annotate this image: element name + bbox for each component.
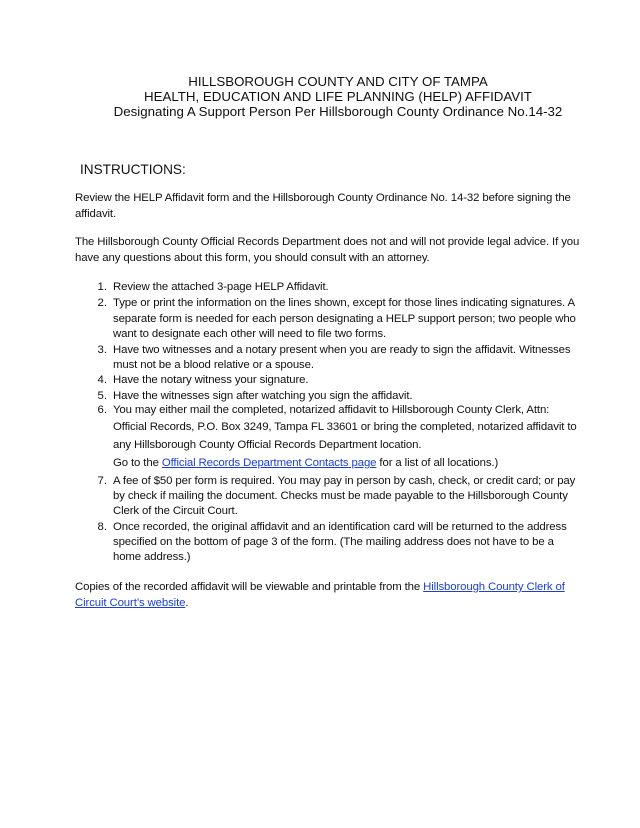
list-number: 2. [97,297,107,309]
closing-line [75,597,188,609]
list-number: 7. [97,475,107,487]
list-item-line: Type or print the information on the lines shown, except for those lines indicating signatures. A [113,297,575,309]
list-number: 8. [97,521,107,533]
text: Copies of the recorded affidavit will be viewable and printable from the [75,581,424,593]
list-item-line: specified on the bottom of page 3 of the form. (The mailing address does not have to be a [113,536,554,548]
list-number: 4. [97,374,107,386]
list-item-line: Clerk of the Circuit Court. [113,505,238,517]
header-line-1: HILLSBOROUGH COUNTY AND CITY OF TAMPA [188,74,488,89]
list-item-line: Have the witnesses sign after watching you sign the affidavit. [113,390,413,402]
list-item-line: must not be a blood relative or a spouse. [113,359,314,371]
paragraph-2-line: have any questions about this form, you should consult with an attorney. [75,252,430,264]
list-number: 6. [97,404,107,416]
official-records-contacts-link[interactable]: Official Records Department Contacts page [161,457,377,469]
header-subtitle: Designating A Support Person Per Hillsborough County Ordinance No.14-32 [113,104,563,119]
instructions-heading: INSTRUCTIONS: [80,162,186,177]
list-item-line: home address.) [113,551,191,563]
list-number: 1. [97,281,107,293]
list-item-line [113,457,498,469]
list-item-line: Once recorded, the original affidavit and an identification card will be returned to the address [113,521,567,533]
list-item-line: separate form is needed for each person designating a HELP support person; two people who [113,313,576,325]
list-item-line: Review the attached 3-page HELP Affidavit. [113,281,329,293]
list-item-line: by check if mailing the document. Checks must be made payable to the Hillsborough County [113,490,568,502]
list-item-line: You may either mail the completed, notarized affidavit to Hillsborough County Clerk, Attn: [113,404,550,416]
text: Go to the [113,457,162,469]
list-item-line: any Hillsborough County Official Records Department location. [113,439,422,451]
text: . [185,597,189,609]
paragraph-2-line: The Hillsborough County Official Records Department does not and will not provide legal advice. If you [75,236,580,248]
list-number: 3. [97,344,107,356]
list-item-line: Have two witnesses and a notary present when you are ready to sign the affidavit. Witnesses [113,344,571,356]
list-item-line: A fee of $50 per form is required. You may pay in person by cash, check, or credit card; or pay [113,475,576,487]
list-number: 5. [97,390,107,402]
paragraph-1-line: Review the HELP Affidavit form and the Hillsborough County Ordinance No. 14-32 before signing the [75,192,571,204]
paragraph-1-line: affidavit. [75,208,117,220]
clerk-website-link[interactable]: Hillsborough County Clerk of [423,581,565,593]
list-item-line: want to designate each other will need to file two forms. [113,328,387,340]
list-item-line: Official Records, P.O. Box 3249, Tampa FL 33601 or bring the completed, notarized affidavit to [113,421,577,433]
list-item-line: Have the notary witness your signature. [113,374,309,386]
header-line-2: HEALTH, EDUCATION AND LIFE PLANNING (HELP) AFFIDAVIT [144,89,532,104]
closing-line [75,581,565,593]
text: for a list of all locations.) [376,457,499,469]
clerk-website-link[interactable]: Circuit Court’s website [75,597,186,609]
